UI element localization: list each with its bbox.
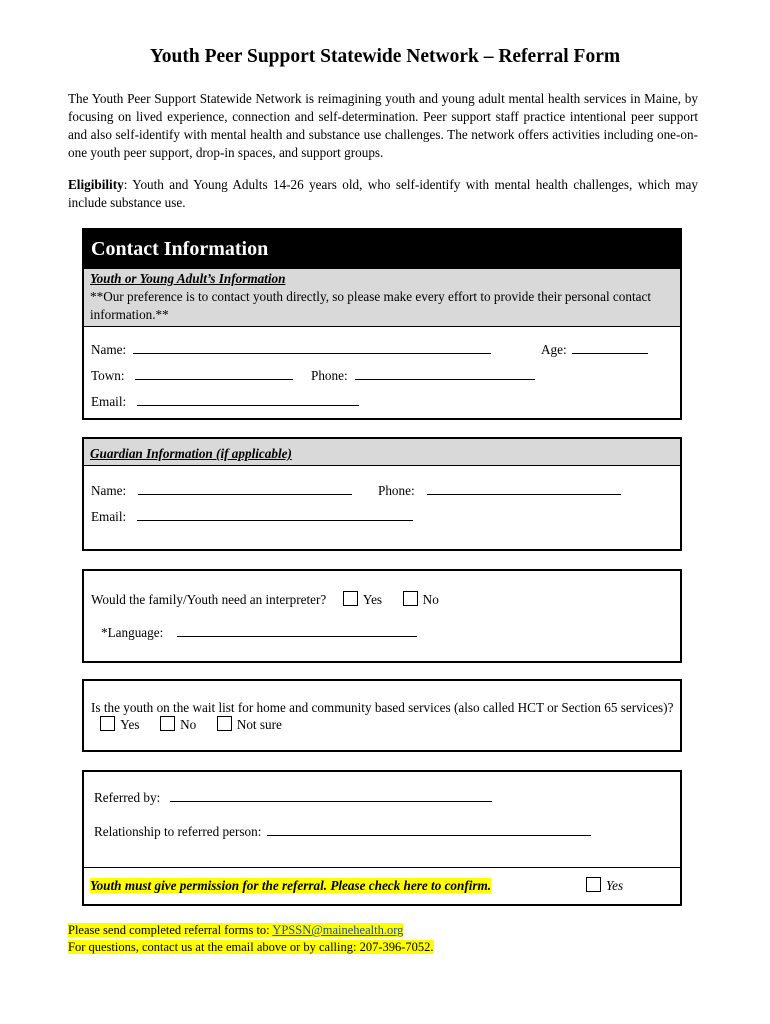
waitlist-yes-label: Yes — [120, 717, 140, 732]
waitlist-not-sure-checkbox[interactable] — [217, 716, 232, 731]
intro-paragraph: The Youth Peer Support Statewide Network is reimagining youth and young adult mental health services in Maine, by focusing on lived experience, connection and self-determination. Peer support staff practice intentional peer support and also self-identify with mental health and substance use challenges. The network offers activities including one-on-one youth peer support, drop-in spaces, and support groups. — [68, 91, 698, 160]
contact-information-header: Contact Information — [84, 230, 680, 268]
youth-email-field[interactable] — [137, 394, 359, 406]
referred-by-field[interactable] — [170, 790, 492, 802]
youth-age-field[interactable] — [572, 342, 648, 354]
permission-text: Youth must give permission for the referral. Please check here to confirm. — [90, 878, 492, 893]
eligibility-text: : Youth and Young Adults 14-26 years old, who self-identify with mental health challenges, which may include substance use. — [68, 177, 698, 210]
guardian-email-label: Email: — [91, 509, 127, 524]
page-title: Youth Peer Support Statewide Network – Referral Form — [149, 46, 621, 67]
youth-phone-row — [311, 368, 535, 384]
youth-age-label: Age: — [541, 342, 567, 357]
guardian-name-label: Name: — [91, 483, 127, 498]
youth-email-label: Email: — [91, 394, 127, 409]
waitlist-yes-checkbox[interactable] — [100, 716, 115, 731]
relationship-row — [94, 824, 591, 840]
youth-age-row — [541, 342, 648, 358]
guardian-information-section — [82, 437, 682, 551]
guardian-phone-row — [378, 483, 621, 499]
waitlist-question-block — [91, 699, 677, 733]
permission-yes-label: Yes — [606, 878, 624, 893]
guardian-phone-label: Phone: — [378, 483, 415, 498]
youth-info-note: **Our preference is to contact youth directly, so please make every effort to provide their personal contact information.** — [90, 289, 651, 322]
waitlist-not-sure-label: Not sure — [236, 717, 282, 732]
waitlist-section — [82, 679, 682, 752]
permission-yes-checkbox[interactable] — [586, 877, 601, 892]
interpreter-question: Would the family/Youth need an interpreter? — [91, 592, 327, 607]
referred-by-label: Referred by: — [94, 790, 161, 805]
relationship-field[interactable] — [267, 824, 591, 836]
youth-email-row — [91, 394, 359, 410]
interpreter-no-checkbox[interactable] — [403, 591, 418, 606]
youth-town-label: Town: — [91, 368, 125, 383]
youth-town-field[interactable] — [135, 368, 293, 380]
relationship-label: Relationship to referred person: — [94, 824, 262, 839]
footer-questions-text: For questions, contact us at the email above or by calling: 207-396-7052. — [68, 940, 434, 954]
waitlist-no-checkbox[interactable] — [160, 716, 175, 731]
guardian-email-row — [91, 509, 413, 525]
language-field[interactable] — [177, 625, 417, 637]
guardian-info-title: Guardian Information (if applicable) — [90, 446, 292, 461]
referral-section — [82, 770, 682, 906]
interpreter-question-row — [91, 591, 439, 608]
guardian-info-header — [84, 439, 680, 466]
interpreter-yes-label: Yes — [362, 592, 383, 607]
youth-town-row — [91, 368, 293, 384]
interpreter-section — [82, 569, 682, 663]
youth-name-row — [91, 342, 491, 358]
youth-name-field[interactable] — [133, 342, 491, 354]
language-row — [101, 625, 417, 641]
youth-phone-field[interactable] — [355, 368, 535, 380]
contact-information-section — [82, 228, 682, 420]
permission-confirm — [586, 877, 623, 894]
referral-divider — [84, 867, 680, 868]
referred-by-row — [94, 790, 492, 806]
guardian-name-row — [91, 483, 352, 499]
youth-info-header — [84, 268, 680, 327]
footer-send-text: Please send completed referral forms to: — [68, 923, 273, 937]
interpreter-yes-checkbox[interactable] — [343, 591, 358, 606]
eligibility-paragraph — [68, 176, 698, 212]
youth-info-title: Youth or Young Adult’s Information — [90, 271, 286, 286]
footer-email-link[interactable]: YPSSN@mainehealth.org — [272, 923, 404, 937]
permission-row — [90, 878, 491, 894]
guardian-name-field[interactable] — [138, 483, 352, 495]
guardian-phone-field[interactable] — [427, 483, 621, 495]
youth-name-label: Name: — [91, 342, 127, 357]
footer — [68, 922, 434, 956]
waitlist-question: Is the youth on the wait list for home and community based services (also called HCT or Section 65 services)? — [91, 700, 674, 715]
waitlist-no-label: No — [180, 717, 197, 732]
youth-phone-label: Phone: — [311, 368, 348, 383]
language-label: *Language: — [101, 625, 164, 640]
guardian-email-field[interactable] — [137, 509, 413, 521]
eligibility-label: Eligibility — [68, 177, 124, 192]
interpreter-no-label: No — [422, 592, 439, 607]
